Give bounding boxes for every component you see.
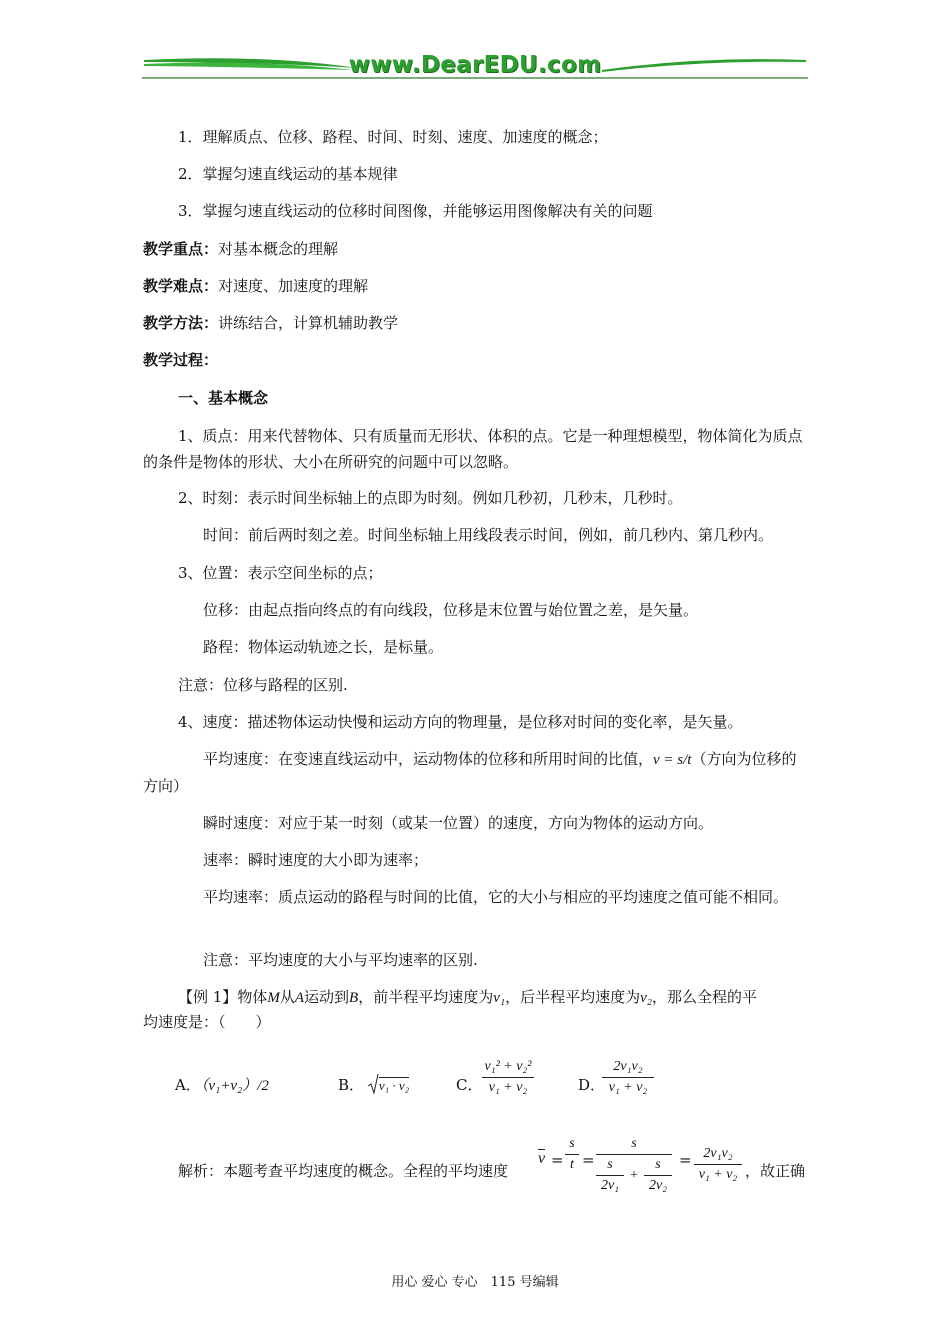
page-header bbox=[142, 50, 808, 86]
var-v1: v₁ bbox=[493, 990, 506, 1006]
teaching-method bbox=[143, 313, 398, 333]
concept-position: 3、位置：表示空间坐标的点； bbox=[178, 564, 383, 582]
sub-fraction-1 bbox=[596, 1157, 624, 1194]
equals-3: = bbox=[679, 1151, 692, 1169]
concept-velocity: 4、速度：描述物体运动快慢和运动方向的物理量，是位移对时间的变化率，是矢量。 bbox=[178, 713, 743, 731]
fraction-bar bbox=[565, 1154, 579, 1155]
avg-velocity-text: 平均速度：在变速直线运动中，运动物体的位移和所用时间的比值， bbox=[203, 750, 654, 768]
equals-2: = bbox=[582, 1151, 595, 1169]
method-text: 讲练结合，计算机辅助教学 bbox=[218, 314, 399, 332]
concept-particle: 1、质点：用来代替物体、只有质量而无形状、体积的点。它是一种理想模型，物体简化为质点的条件是物体的形状、大小在所研究的问题中可以忽略。 bbox=[143, 427, 803, 471]
plus-sign: + bbox=[630, 1167, 638, 1183]
option-b-formula: v₁ · v₂ bbox=[378, 1078, 410, 1093]
denominator: 2v₂ bbox=[648, 1178, 668, 1193]
option-d-numerator: 2v₁v₂ bbox=[613, 1059, 643, 1074]
option-a-label: A． bbox=[175, 1076, 201, 1094]
process-label: 教学过程： bbox=[143, 351, 219, 369]
option-a bbox=[175, 1075, 269, 1096]
key-point bbox=[143, 239, 338, 259]
concept-average-velocity bbox=[143, 746, 809, 799]
option-d-fraction bbox=[602, 1059, 654, 1096]
compound-denominator bbox=[596, 1157, 672, 1194]
example-1-text: ，后半程平均速度为 bbox=[505, 988, 641, 1006]
note-velocity-speed: 注意：平均速度的大小与平均速率的区别. bbox=[203, 951, 478, 969]
analysis-text: 解析：本题考查平均速度的概念。全程的平均速度 bbox=[178, 1162, 509, 1180]
concept-instant-velocity: 瞬时速度：对应于某一时刻（或某一位置）的速度，方向为物体的运动方向。 bbox=[203, 814, 714, 832]
objective-2: 2．掌握匀速直线运动的基本规律 bbox=[178, 165, 398, 183]
option-a-formula: （v₁+v₂）/2 bbox=[200, 1078, 269, 1094]
option-d-denominator: v₁ + v₂ bbox=[608, 1080, 648, 1095]
denominator: v₁ + v₂ bbox=[698, 1167, 738, 1182]
difficulty-label: 教学难点： bbox=[143, 277, 219, 295]
concept-time: 时间：前后两时刻之差。时间坐标轴上用线段表示时间，例如，前几秒内、第几秒内。 bbox=[203, 526, 774, 544]
option-c-fraction bbox=[482, 1059, 534, 1096]
option-c-denominator: v₁ + v₂ bbox=[488, 1080, 528, 1095]
concept-moment: 2、时刻：表示时间坐标轴上的点即为时刻。例如几秒初，几秒末，几秒时。 bbox=[178, 489, 683, 507]
var-A: A bbox=[294, 990, 305, 1006]
equals-1: = bbox=[551, 1151, 564, 1169]
key-point-text: 对基本概念的理解 bbox=[218, 240, 339, 258]
analysis-tail: ，故正确 bbox=[745, 1162, 806, 1180]
numerator: s bbox=[655, 1157, 661, 1172]
vbar bbox=[538, 1149, 545, 1169]
var-B: B bbox=[349, 990, 359, 1006]
var-v2: v₂ bbox=[640, 990, 652, 1006]
fraction-bar bbox=[644, 1175, 672, 1176]
site-logo: www.DearEDU.com bbox=[348, 52, 602, 78]
numerator: s bbox=[631, 1136, 637, 1151]
note-displacement-path: 注意：位移与路程的区别. bbox=[178, 676, 348, 694]
fraction-bar bbox=[596, 1175, 624, 1176]
difficulty-text: 对速度、加速度的理解 bbox=[218, 277, 369, 295]
concept-speed: 速率：瞬时速度的大小即为速率； bbox=[203, 851, 429, 869]
sub-fraction-2 bbox=[644, 1157, 672, 1194]
option-b bbox=[338, 1075, 409, 1096]
option-b-label: B． bbox=[338, 1076, 365, 1094]
method-label: 教学方法： bbox=[143, 314, 219, 332]
numerator: s bbox=[569, 1136, 575, 1151]
denominator: t bbox=[570, 1157, 574, 1172]
numerator: s bbox=[607, 1157, 613, 1172]
var-M: M bbox=[267, 990, 280, 1006]
example-1-text: 运动到 bbox=[304, 988, 350, 1006]
example-1-line-1 bbox=[178, 987, 757, 1008]
example-1-text: 从 bbox=[279, 988, 295, 1006]
example-1-text: 物体 bbox=[237, 988, 268, 1006]
example-1-text: ，那么全程的平 bbox=[651, 988, 757, 1006]
fraction-bar bbox=[596, 1154, 672, 1155]
sqrt-icon bbox=[367, 1073, 379, 1095]
fraction-bar bbox=[602, 1077, 654, 1078]
difficulty bbox=[143, 276, 368, 296]
page-footer: 用心 爱心 专心 115 号编辑 bbox=[391, 1275, 559, 1290]
objective-1: 1．理解质点、位移、路程、时间、时刻、速度、加速度的概念； bbox=[178, 128, 608, 146]
denominator: 2v₁ bbox=[600, 1178, 620, 1193]
numerator: 2v₁v₂ bbox=[703, 1146, 733, 1161]
section-title: 一、基本概念 bbox=[178, 389, 269, 407]
option-d-label: D． bbox=[578, 1076, 606, 1094]
fraction-bar bbox=[694, 1164, 742, 1165]
key-point-label: 教学重点： bbox=[143, 240, 219, 258]
example-1-text: ，前半程平均速度为 bbox=[358, 988, 494, 1006]
vbar-symbol: v bbox=[538, 1150, 546, 1167]
sqrt-expression bbox=[369, 1075, 409, 1096]
example-1-line-2: 均速度是：（ ） bbox=[143, 1013, 271, 1031]
fraction-s-over-t bbox=[565, 1136, 579, 1173]
example-1-label: 【例 1】 bbox=[178, 988, 238, 1006]
option-c-numerator: v₁² + v₂² bbox=[484, 1059, 532, 1074]
concept-displacement: 位移：由起点指向终点的有向线段，位移是末位置与始位置之差，是矢量。 bbox=[203, 601, 699, 619]
concept-path: 路程：物体运动轨迹之长，是标量。 bbox=[203, 638, 444, 656]
avg-velocity-direction: （方向为位移的方向） bbox=[143, 750, 797, 795]
compound-fraction bbox=[596, 1136, 672, 1194]
option-c-label: C． bbox=[456, 1076, 483, 1094]
fraction-bar bbox=[482, 1077, 534, 1078]
result-fraction bbox=[694, 1146, 742, 1183]
avg-velocity-formula: v = s/t bbox=[653, 752, 692, 768]
objective-3: 3．掌握匀速直线运动的位移时间图像，并能够运用图像解决有关的问题 bbox=[178, 202, 653, 220]
concept-average-speed: 平均速率：质点运动的路程与时间的比值，它的大小与相应的平均速度之值可能不相同。 bbox=[203, 888, 789, 906]
